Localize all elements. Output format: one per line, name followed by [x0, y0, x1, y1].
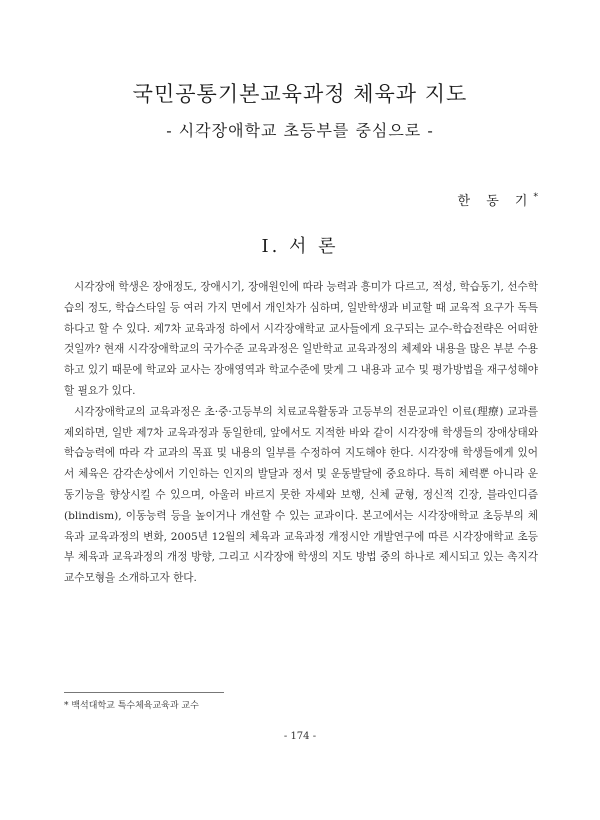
footnote-divider — [64, 692, 224, 693]
footnote: * 백석대학교 특수체육교육과 교수 — [64, 701, 199, 711]
paper-subtitle: - 시각장애학교 초등부를 중심으로 - — [166, 121, 434, 140]
author-footnote-mark: * — [533, 192, 538, 203]
paragraph-2: 시각장애학교의 교육과정은 초·중·고등부의 치료교육활동과 고등부의 전문교과인 이료(理療) 교과를 제외하면, 일반 제7차 교육과정과 동일한데, 앞에서도 지적한 바와 같이 시각장애 학생들의 장애상태와 학습능력에 따라 각 교과의 목표 및 내용의 일부를 수정하여 지도해야 한다. 시각장애 학생들에게 있어서 체육은 감각손상에서 기인하는 인지의 발달과 정서 및 운동발달에 중요하다. 특히 체력뿐 아니라 운동기능을 향상시킬 수 있으며, 아울러 바르지 못한 자세와 보행, 신체 균형, 정신적 긴장, 블라인디즘(blindism), 이동능력 등을 높이거나 개선할 수 있는 교과이다. 본고에서는 시각장애학교 초등부의 체육과 교육과정의 변화, 2005년 12월의 체육과 교육과정 개정시안 개발연구에 따른 시각장애학교 초등부 체육과 교육과정의 개정 방향, 그리고 시각장애 학생의 지도 방법 중의 하나로 제시되고 있는 촉지각 교수모형을 소개하고자 한다. — [64, 405, 538, 585]
page-number: - 174 - — [283, 731, 317, 742]
body-text — [64, 277, 538, 589]
section-heading: Ⅰ. 서 론 — [261, 236, 339, 257]
paper-title: 국민공통기본교육과정 체육과 지도 — [132, 82, 468, 106]
author-line — [458, 190, 538, 209]
author-name: 한 동 기 — [457, 194, 534, 209]
paragraph-1: 시각장애 학생은 장애정도, 장애시기, 장애원인에 따라 능력과 흥미가 다르고, 적성, 학습동기, 선수학습의 정도, 학습스타일 등 여러 가지 면에서 개인차가 심하며, 일반학생과 비교할 때 교육적 요구가 독특하다고 할 수 있다. 제7차 교육과정 하에서 시각장애학교 교사들에게 요구되는 교수-학습전략은 어떠한 것일까? 현재 시각장애학교의 국가수준 교육과정은 일반학교 교육과정의 체제와 내용을 많은 부분 수용하고 있기 때문에 학교와 교사는 장애영역과 학교수준에 맞게 그 내용과 교수 및 평가방법을 재구성해야 할 필요가 있다. — [64, 281, 538, 397]
